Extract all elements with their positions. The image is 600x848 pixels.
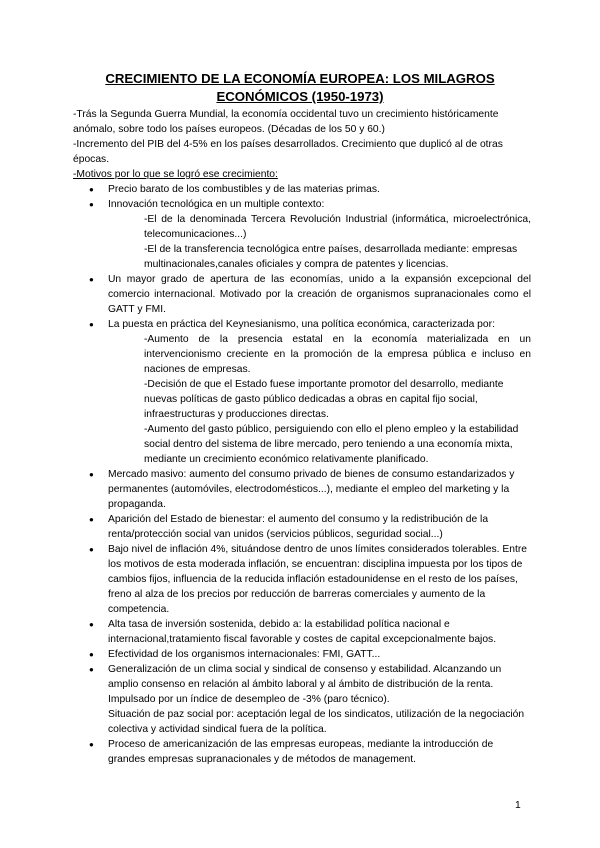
motives-heading: -Motivos por lo que se logró ese crecimiento:	[73, 169, 278, 180]
document-body	[73, 107, 531, 767]
list-item-text: ● Generalización de un clima social y sindical de consenso y estabilidad. Alcanzando un amplio consenso en relación al ámbito laboral y al ámbito de distribución de la renta. Impulsado por un índice de desempleo de -3% (paro técnico).	[108, 664, 502, 705]
intro-paragraph-1: -Trás la Segunda Guerra Mundial, la economía occidental tuvo un crecimiento históricamente anómalo, sobre todo los países europeos. (Décadas de los 50 y 60.)	[73, 109, 499, 135]
list-item-text: ● Precio barato de los combustibles y de las materias primas.	[108, 184, 380, 195]
list-item	[73, 647, 531, 662]
list-item	[73, 182, 531, 197]
page-number: 1	[515, 800, 521, 811]
list-item-text: ● Aparición del Estado de bienestar: el aumento del consumo y la redistribución de la renta/protección social van unidos (servicios públicos, seguridad social...)	[108, 514, 489, 540]
list-item-text: ● La puesta en práctica del Keynesianismo, una política económica, caracterizada por:	[108, 319, 495, 330]
list-item-text: ● Un mayor grado de apertura de las economías, unido a la expansión excepcional del comercio internacional. Motivado por la creación de organismos supranacionales como el GATT y FMI.	[108, 274, 531, 315]
list-item-text: ● Proceso de americanización de las empresas europeas, mediante la introducción de grandes empresas supranacionales y de métodos de management.	[108, 739, 494, 765]
title-line-1: CRECIMIENTO DE LA ECONOMÍA EUROPEA: LOS MILAGROS	[105, 71, 495, 86]
list-item	[73, 467, 531, 512]
motives-list	[73, 182, 531, 767]
title-line-2: ECONÓMICOS (1950-1973)	[216, 89, 384, 104]
list-item-text: ● Bajo nivel de inflación 4%, situándose dentro de unos límites considerados tolerables. Entre los motivos de esta moderada inflación, se encuentran: disciplina impuesta por los tipos de cambios fijos, influencia de la reducida inflación estadounidense en el resto de los países, freno al alza de los precios por reducción de barreras comerciales y aumento de la competencia.	[108, 544, 527, 615]
list-item-text: ● Alta tasa de inversión sostenida, debido a: la estabilidad política nacional e internacional,tratamiento fiscal favorable y costes de capital excepcionalmente bajos.	[108, 619, 497, 645]
list-item-text: ● Efectividad de los organismos internacionales: FMI, GATT...	[108, 649, 381, 660]
intro-paragraph-2: -Incremento del PIB del 4-5% en los países desarrollados. Crecimiento que duplicó al de otras épocas.	[73, 139, 503, 165]
sub-item: -Aumento del gasto público, persiguiendo con ello el pleno empleo y la estabilidad social dentro del sistema de libre mercado, pero teniendo a una economía mixta, mediante un crecimiento económico relativamente planificado.	[144, 424, 519, 465]
list-item	[73, 662, 531, 737]
list-item	[73, 197, 531, 272]
sub-item: -Aumento de la presencia estatal en la economía materializada en un intervencionismo creciente en la promoción de la empresa pública e incluso en naciones de empresas.	[144, 334, 531, 375]
sub-item: -Decisión de que el Estado fuese importante promotor del desarrollo, mediante nuevas políticas de gasto público dedicadas a obras en capital fijo social, infraestructuras y producciones directas.	[144, 379, 504, 420]
sub-item: -El de la transferencia tecnológica entre países, desarrollada mediante: empresas multinacionales,canales oficiales y compra de patentes y licencias.	[144, 244, 518, 270]
list-item	[73, 512, 531, 542]
list-item	[73, 272, 531, 317]
list-item-text: ● Innovación tecnológica en un multiple contexto:	[108, 199, 325, 210]
list-item-text: ● Mercado masivo: aumento del consumo privado de bienes de consumo estandarizados y permanentes (automóviles, electrodomésticos...), mediante el empleo del marketing y la propaganda.	[108, 469, 515, 510]
list-item	[73, 542, 531, 617]
list-item	[73, 617, 531, 647]
list-item	[73, 737, 531, 767]
list-item	[73, 317, 531, 467]
page-title	[60, 70, 540, 106]
list-item-extra: Situación de paz social por: aceptación legal de los sindicatos, utilización de la negociación colectiva y actividad sindical fuera de la política.	[108, 709, 525, 735]
sub-item: -El de la denominada Tercera Revolución Industrial (informática, microelectrónica, telecomunicaciones...)	[144, 214, 531, 240]
